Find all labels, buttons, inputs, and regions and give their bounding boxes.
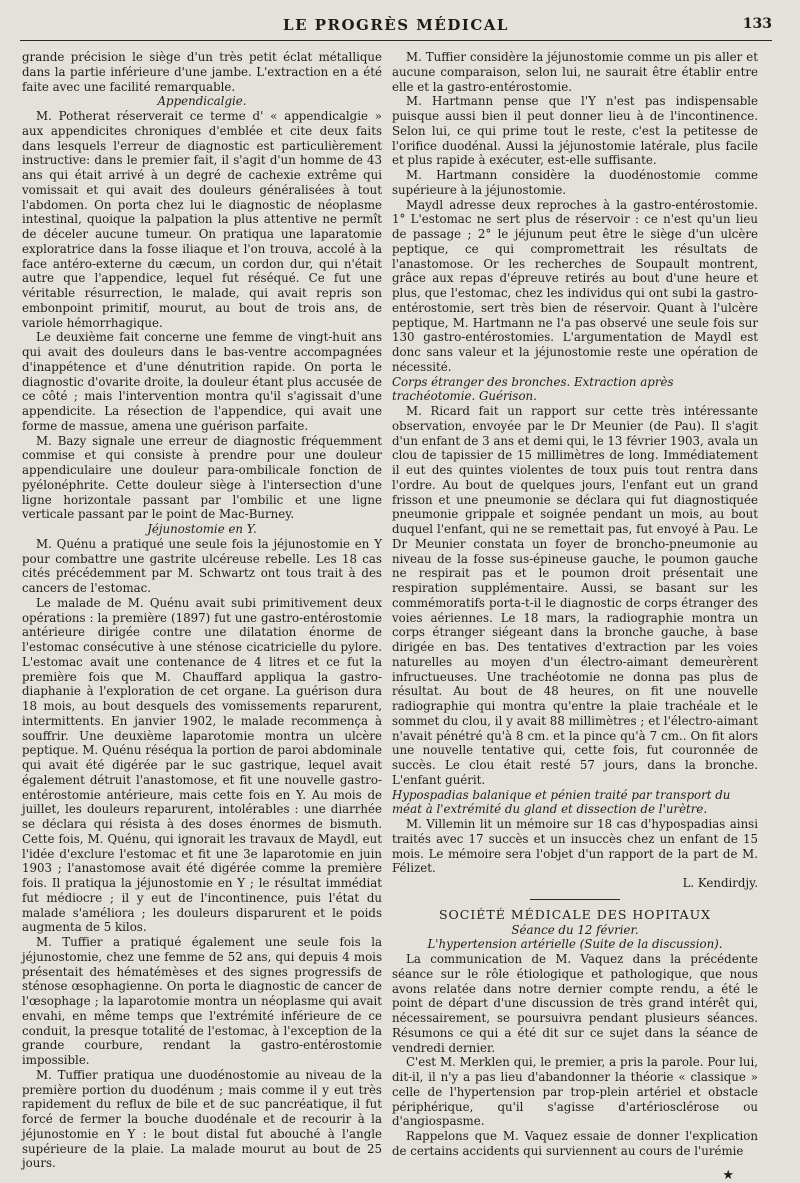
paragraph: M. Villemin lit un mémoire sur 18 cas d'hypospadias ainsi traités avec 17 succès et un insuccès chez un enfant de 15 mois. Le mémoire sera l'objet d'un rapport de la part de M. Félizet. bbox=[392, 817, 758, 876]
paragraph: M. Tuffier pratiqua une duodénostomie au niveau de la première portion du duodénum ; mais comme il y eut très rapidement du reflux de bile et de suc pancréatique, il fut forcé de fermer la bouche duodénale et de recourir à la jéjunostomie en Y : le bout distal fut abouché à l'angle supérieure de la plaie. La malade mourut au bout de 25 jours. bbox=[22, 1068, 382, 1171]
paragraph: Rappelons que M. Vaquez essaie de donner l'explication de certains accidents qui surviennent au cours de l'urémie bbox=[392, 1129, 758, 1159]
section-heading: Hypospadias balanique et pénien traité par transport du méat à l'extrémité du gland et dissection de l'urètre. bbox=[392, 788, 758, 818]
left-column bbox=[22, 50, 382, 1120]
page-number: 133 bbox=[743, 16, 772, 32]
paragraph: Le malade de M. Quénu avait subi primitivement deux opérations : la première (1897) fut une gastro-entérostomie antérieure dirigée contre une dilatation énorme de l'estomac consécutive à une sténose cicatricielle du pylore. L'estomac avait une contenance de 4 litres et ce fut la première fois que M. Chauffard appliqua la gastro-diaphanie à l'exploration de cet organe. La guérison dura 18 mois, au bout desquels des vomissements reparurent, intermittents. En janvier 1902, le malade recommença à souffrir. Une deuxième laparotomie montra un ulcère peptique. M. Quénu réséqua la portion de paroi abdominale qui avait été digérée par le suc gastrique, lequel avait également détruit l'anastomose, et fit une nouvelle gastro-entérostomie antérieure, mais cette fois en Y. Au mois de juillet, les douleurs reparurent, intolérables : une diarrhée se déclara qui résista à des doses énormes de bismuth. Cette fois, M. Quénu, qui ignorait les travaux de Maydl, eut l'idée d'exclure l'estomac et fit une 3e laparotomie en juin 1903 ; l'anastomose avait été digérée comme la première fois. Il pratiqua la jéjunostomie en Y ; le résultat immédiat fut médiocre ; il y eut de l'incontinence, puis l'état du malade s'améliora ; les douleurs disparurent et le poids augmenta de 5 kilos. bbox=[22, 596, 382, 935]
section-divider bbox=[530, 899, 620, 900]
section-heading: Corps étranger des bronches. Extraction après trachéotomie. Guérison. bbox=[392, 375, 758, 405]
paragraph: M. Hartmann considère la duodénostomie comme supérieure à la jéjunostomie. bbox=[392, 168, 758, 198]
section-heading: Appendicalgie. bbox=[22, 94, 382, 109]
session-heading: L'hypertension artérielle (Suite de la discussion). bbox=[392, 937, 758, 952]
section-heading: Jéjunostomie en Y. bbox=[22, 522, 382, 537]
paragraph: La communication de M. Vaquez dans la précédente séance sur le rôle étiologique et pathologique, que nous avons relatée dans notre dernier compte rendu, a été le point de départ d'une discussion de très grand intérêt qui, nécessairement, se poursuivra pendant plusieurs séances. Résumons ce qui a été dit sur ce sujet dans la séance de vendredi dernier. bbox=[392, 952, 758, 1055]
paragraph: Maydl adresse deux reproches à la gastro-entérostomie. 1° L'estomac ne sert plus de réservoir : ce n'est qu'un lieu de passage ; 2° le jéjunum peut être le siège d'un ulcère peptique, ce qui compromettrait les résultats de l'anastomose. Or les recherches de Soupault montrent, grâce aux repas d'épreuve retirés au bout d'une heure et plus, que l'estomac, chez les individus qui ont subi la gastro-entérostomie, sert très bien de réservoir. Quant à l'ulcère peptique, M. Hartmann ne l'a pas observé une seule fois sur 130 gastro-entérostomies. L'argumentation de Maydl est donc sans valeur et la jéjunostomie reste une opération de nécessité. bbox=[392, 198, 758, 375]
paragraph: M. Bazy signale une erreur de diagnostic fréquemment commise et qui consiste à prendre pour une douleur appendiculaire une douleur para-ombilicale fonction de pyélonéphrite. Cette douleur siège à l'intersection d'une ligne horizontale passant par l'ombilic et une ligne verticale passant par le point de Mac-Burney. bbox=[22, 434, 382, 523]
paragraph: M. Tuffier a pratiqué également une seule fois la jéjunostomie, chez une femme de 52 ans, qui depuis 4 mois présentait des hématémèses et des signes progressifs de sténose œsophagienne. On porta le diagnostic de cancer de l'œsophage ; la laparotomie montra un néoplasme qui avait envahi, en même temps que l'extrémité inférieure de ce conduit, la presque totalité de l'estomac, à l'exception de la grande courbure, rendant la gastro-entérostomie impossible. bbox=[22, 935, 382, 1068]
paragraph: M. Potherat réserverait ce terme d' « appendicalgie » aux appendicites chroniques d'emblée et cite deux faits dans lesquels l'erreur de diagnostic est particulièrement instructive: dans le premier fait, il s'agit d'un homme de 43 ans qui était arrivé à un degré de cachexie extrême qui vomissait et qui avait des douleurs généralisées à tout l'abdomen. On porta chez lui le diagnostic de néoplasme intestinal, quoique la palpation la plus attentive ne permît de déceler aucune tumeur. On pratiqua une laparatomie exploratrice dans la fosse iliaque et l'on trouva, accolé à la face antéro-externe du cæcum, un cordon dur, qui n'était autre que l'appendice, lequel fut réséqué. Ce fut une véritable résurrection, le malade, qui avait repris son embonpoint primitif, mourut, au bout de trois ans, de variole hémorrhagique. bbox=[22, 109, 382, 330]
end-mark: ★ bbox=[392, 1169, 758, 1183]
journal-title: LE PROGRÈS MÉDICAL bbox=[20, 16, 772, 34]
session-heading: Séance du 12 février. bbox=[392, 923, 758, 938]
paragraph: M. Tuffier considère la jéjunostomie comme un pis aller et aucune comparaison, selon lui, ne saurait être établir entre elle et la gastro-entérostomie. bbox=[392, 50, 758, 94]
paragraph: C'est M. Merklen qui, le premier, a pris la parole. Pour lui, dit-il, il n'y a pas lieu d'abandonner la théorie « classique » celle de l'hypertension par trop-plein artériel et obstacle périphérique, qu'il s'agisse d'artériosclérose ou d'angiospasme. bbox=[392, 1055, 758, 1129]
paragraph: M. Ricard fait un rapport sur cette très intéressante observation, envoyée par le Dr Meunier (de Pau). Il s'agit d'un enfant de 3 ans et demi qui, le 13 février 1903, avala un clou de tapissier de 15 millimètres de long. Immédiatement il eut des quintes violentes de toux puis tout rentra dans l'ordre. Au bout de quelques jours, l'enfant eut un grand frisson et une pneumonie se déclara qui fut diagnostiquée pneumonie grippale et soignée pendant un mois, au bout duquel l'enfant, qui ne se remettait pas, fut envoyé à Pau. Le Dr Meunier constata un foyer de broncho-pneumonie au niveau de la fosse sus-épineuse gauche, le poumon gauche ne respirait pas et le poumon droit présentait une respiration supplémentaire. Aussi, se basant sur les commémoratifs porta-t-il le diagnostic de corps étranger des voies aériennes. Le 18 mars, la radiographie montra un corps étranger siégeant dans la bronche gauche, à base dirigée en bas. Des tentatives d'extraction par les voies naturelles au moyen d'un électro-aimant demeurèrent infructueuses. Une trachéotomie ne donna pas plus de résultat. Au bout de 48 heures, on fit une nouvelle radiographie qui montra qu'entre la plaie trachéale et le sommet du clou, il y avait 88 millimètres ; et l'électro-aimant n'avait pénétré qu'à 8 cm. et la pince qu'à 7 cm.. On fit alors une nouvelle tentative qui, cette fois, fut couronnée de succès. Le clou était resté 57 jours, dans la bronche. L'enfant guérit. bbox=[392, 404, 758, 788]
right-column bbox=[392, 50, 758, 1120]
society-heading: SOCIÉTÉ MÉDICALE DES HOPITAUX bbox=[392, 908, 758, 923]
page-header bbox=[20, 14, 772, 41]
paragraph: grande précision le siège d'un très petit éclat métallique dans la partie inférieure d'une jambe. L'extraction en a été faite avec une facilité remarquable. bbox=[22, 50, 382, 94]
paragraph: M. Hartmann pense que l'Y n'est pas indispensable puisque aussi bien il peut donner lieu à de l'incontinence. Selon lui, ce qui prime tout le reste, c'est la petitesse de l'orifice duodénal. Aussi la jéjunostomie latérale, plus facile et plus rapide à exécuter, est-elle suffisante. bbox=[392, 94, 758, 168]
paragraph: Le deuxième fait concerne une femme de vingt-huit ans qui avait des douleurs dans le bas-ventre accompagnées d'inappétence et d'une dénutrition rapide. On porta le diagnostic d'ovarite droite, la douleur étant plus accusée de ce côté ; mais l'intervention montra qu'il s'agissait d'une appendicite. La résection de l'appendice, qui avait une forme de massue, amena une guérison parfaite. bbox=[22, 330, 382, 433]
paragraph: M. Quénu a pratiqué une seule fois la jéjunostomie en Y pour combattre une gastrite ulcéreuse rebelle. Les 18 cas cités précédemment par M. Schwartz ont tous trait à des cancers de l'estomac. bbox=[22, 537, 382, 596]
author-signature: L. Kendirdjy. bbox=[392, 876, 758, 891]
